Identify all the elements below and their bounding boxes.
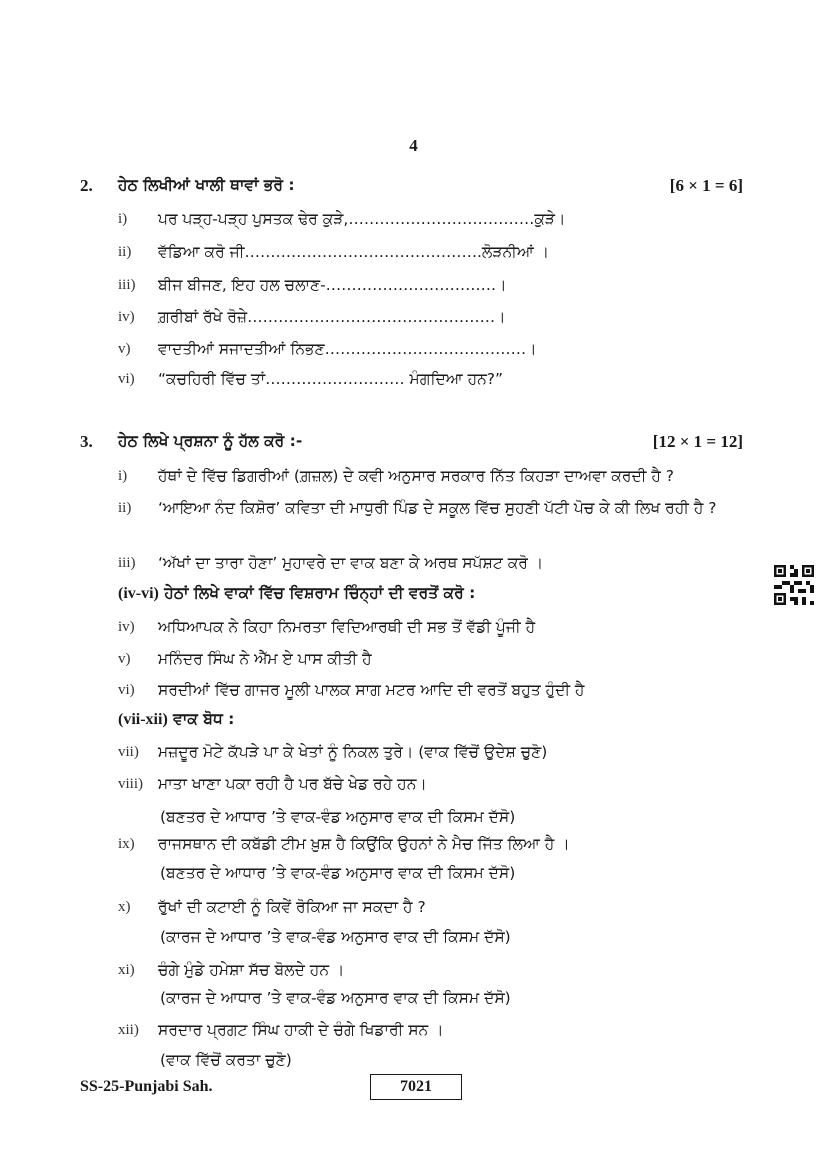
question-marks: [6 × 1 = 6] (669, 176, 743, 195)
item-number: ix) (118, 836, 135, 852)
list-item (118, 366, 743, 392)
item-text: ਰੁੱਖਾਂ ਦੀ ਕਟਾਈ ਨੂੰ ਕਿਵੇਂ ਰੋਕਿਆ ਜਾ ਸਕਦਾ ਹੈ ? (158, 898, 426, 916)
sub-heading-text: ਵਾਕ ਬੋਧ : (173, 710, 235, 728)
question-3-header (80, 432, 743, 456)
item-text: ਮਜ਼ਦੂਰ ਮੋਟੇ ਕੱਪੜੇ ਪਾ ਕੇ ਖੇਤਾਂ ਨੂੰ ਨਿਕਲ ਤੁਰੇ। (ਵਾਕ ਵਿੱਚੋਂ ਉਦੇਸ਼ ਚੁਣੋ) (158, 743, 548, 761)
item-number: iii) (118, 277, 136, 293)
item-text: ਮਨਿੰਦਰ ਸਿੰਘ ਨੇ ਐੱਮ ਏ ਪਾਸ ਕੀਤੀ ਹੈ (158, 650, 372, 668)
list-item (118, 739, 743, 765)
item-number: xii) (118, 1022, 139, 1038)
item-text: “ਕਚਹਿਰੀ ਵਿੱਚ ਤਾਂ……………………… ਮੰਗਦਿਆ ਹਨ?” (158, 370, 504, 388)
item-note: (ਕਾਰਜ ਦੇ ਆਧਾਰ ’ਤੇ ਵਾਕ-ਵੰਡ ਅਨੁਸਾਰ ਵਾਕ ਦੀ ਕਿਸਮ ਦੱਸੋ) (160, 989, 511, 1007)
sub-heading-range: (vii-xii) (118, 711, 168, 728)
question-title: ਹੇਠ ਲਿਖੀਆਂ ਖਾਲੀ ਥਾਵਾਂ ਭਰੋ : (118, 176, 295, 194)
question-2-header (80, 176, 743, 200)
item-text: ਪਰ ਪੜ੍ਹ-ਪੜ੍ਹ ਪੁਸਤਕ ਢੇਰ ਕੁੜੇ,………………………………ਕੁੜੇ। (158, 210, 566, 228)
item-number: i) (118, 211, 128, 227)
item-text: ਹੱਥਾਂ ਦੇ ਵਿੱਚ ਡਿਗਰੀਆਂ (ਗ਼ਜ਼ਲ) ਦੇ ਕਵੀ ਅਨੁਸਾਰ ਸਰਕਾਰ ਨਿੱਤ ਕਿਹੜਾ ਦਾਅਵਾ ਕਰਦੀ ਹੈ ? (158, 467, 675, 485)
item-number: iv) (118, 309, 135, 325)
item-text: ਸਰਦਾਰ ਪ੍ਰਗਟ ਸਿੰਘ ਹਾਕੀ ਦੇ ਚੰਗੇ ਖਿਡਾਰੀ ਸਨ । (158, 1021, 444, 1039)
item-text: ਵੱਡਿਆ ਕਰੋ ਜੀ……………………………………….ਲੋੜਨੀਆਂ । (158, 243, 550, 261)
sub-heading-range: (iv-vi) (118, 585, 159, 602)
list-item (118, 336, 743, 362)
item-number: xi) (118, 962, 135, 978)
sub-heading (118, 710, 234, 729)
item-text: ਚੰਗੇ ਮੁੰਡੇ ਹਮੇਸ਼ਾ ਸੱਚ ਬੋਲਦੇ ਹਨ । (158, 961, 345, 979)
item-text: ਗ਼ਰੀਬਾਂ ਰੱਖੇ ਰੋਜ਼ੇ…………………………………………। (158, 308, 506, 326)
sub-heading-text: ਹੇਠਾਂ ਲਿਖੇ ਵਾਕਾਂ ਵਿੱਚ ਵਿਸ਼ਰਾਮ ਚਿੰਨ੍ਹਾਂ ਦੀ ਵਰਤੋਂ ਕਰੋ : (164, 584, 476, 602)
question-title: ਹੇਠ ਲਿਖੇ ਪ੍ਰਸ਼ਨਾ ਨੂੰ ਹੱਲ ਕਰੋ :- (118, 432, 303, 450)
page-number: 4 (409, 136, 418, 155)
question-number: 2. (80, 176, 93, 195)
list-item (118, 646, 743, 672)
item-number: v) (118, 341, 131, 357)
list-item (118, 495, 743, 521)
item-note: (ਬਣਤਰ ਦੇ ਆਧਾਰ ’ਤੇ ਵਾਕ-ਵੰਡ ਅਨੁਸਾਰ ਵਾਕ ਦੀ ਕਿਸਮ ਦੱਸੋ) (160, 864, 516, 882)
list-item (118, 206, 743, 232)
question-marks: [12 × 1 = 12] (652, 432, 743, 451)
item-number: iii) (118, 555, 136, 571)
item-number: x) (118, 899, 131, 915)
question-number: 3. (80, 432, 93, 451)
paper-number-box: 7021 (370, 1074, 462, 1100)
item-note: (ਕਾਰਜ ਦੇ ਆਧਾਰ ’ਤੇ ਵਾਕ-ਵੰਡ ਅਨੁਸਾਰ ਵਾਕ ਦੀ ਕਿਸਮ ਦੱਸੋ) (160, 928, 511, 946)
list-item (118, 463, 743, 489)
list-item (118, 771, 743, 797)
item-text: ਸਰਦੀਆਂ ਵਿੱਚ ਗਾਜਰ ਮੂਲੀ ਪਾਲਕ ਸਾਗ ਮਟਰ ਆਦਿ ਦੀ ਵਰਤੋਂ ਬਹੁਤ ਹੁੰਦੀ ਹੈ (158, 681, 585, 699)
list-item (118, 272, 743, 298)
list-item (118, 239, 743, 265)
item-text: ਅਧਿਆਪਕ ਨੇ ਕਿਹਾ ਨਿਮਰਤਾ ਵਿਦਿਆਰਥੀ ਦੀ ਸਭ ਤੋਂ ਵੱਡੀ ਪੂੰਜੀ ਹੈ (158, 618, 536, 636)
item-number: vi) (118, 682, 135, 698)
list-item (118, 894, 743, 920)
list-item (118, 677, 743, 703)
paper-code: SS-25-Punjabi Sah. (80, 1078, 213, 1095)
item-number: ii) (118, 500, 132, 516)
list-item (118, 614, 743, 640)
list-item (118, 831, 743, 857)
item-number: v) (118, 651, 131, 667)
item-text: ਮਾਤਾ ਖਾਣਾ ਪਕਾ ਰਹੀ ਹੈ ਪਰ ਬੱਚੇ ਖੇਡ ਰਹੇ ਹਨ। (158, 775, 427, 793)
item-text: ਵਾਦਤੀਆਂ ਸਜਾਦਤੀਆਂ ਨਿਭਣ…………………………………। (158, 340, 537, 358)
item-number: viii) (118, 776, 143, 792)
item-text: ‘ਅੱਖਾਂ ਦਾ ਤਾਰਾ ਹੋਣਾ’ ਮੁਹਾਵਰੇ ਦਾ ਵਾਕ ਬਣਾ ਕੇ ਅਰਥ ਸਪੱਸ਼ਟ ਕਰੋ । (158, 554, 544, 572)
list-item (118, 304, 743, 330)
item-text: ਬੀਜ ਬੀਜਣ, ਇਹ ਹਲ ਚਲਾਣ-……………………………। (158, 276, 507, 294)
item-number: ii) (118, 244, 132, 260)
item-number: i) (118, 468, 128, 484)
item-note: (ਬਣਤਰ ਦੇ ਆਧਾਰ ’ਤੇ ਵਾਕ-ਵੰਡ ਅਨੁਸਾਰ ਵਾਕ ਦੀ ਕਿਸਮ ਦੱਸੋ) (160, 808, 516, 826)
sub-heading (118, 584, 475, 603)
qr-code-icon (774, 565, 814, 605)
item-note: (ਵਾਕ ਵਿੱਚੋਂ ਕਰਤਾ ਚੁਣੋ) (160, 1051, 292, 1069)
item-number: vii) (118, 744, 139, 760)
item-text: ‘ਆਇਆ ਨੰਦ ਕਿਸ਼ੋਰ’ ਕਵਿਤਾ ਦੀ ਮਾਧੁਰੀ ਪਿੰਡ ਦੇ ਸਕੂਲ ਵਿੱਚ ਸੁਹਣੀ ਪੱਟੀ ਪੋਚ ਕੇ ਕੀ ਲਿਖ ਰਹੀ ਹੈ ? (158, 499, 717, 517)
item-text: ਰਾਜਸਥਾਨ ਦੀ ਕਬੱਡੀ ਟੀਮ ਖ਼ੁਸ਼ ਹੈ ਕਿਉਂਕਿ ਉਹਨਾਂ ਨੇ ਮੈਚ ਜਿੱਤ ਲਿਆ ਹੈ । (158, 835, 570, 853)
list-item (118, 550, 743, 576)
list-item (118, 1017, 743, 1043)
list-item (118, 957, 743, 983)
item-number: iv) (118, 619, 135, 635)
item-number: vi) (118, 371, 135, 387)
